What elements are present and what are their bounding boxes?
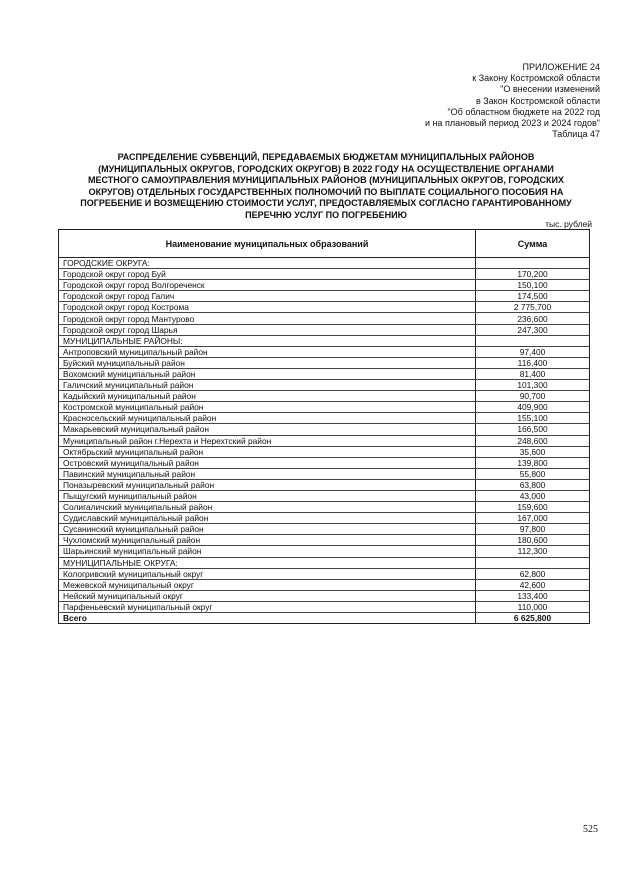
table-row (59, 468, 590, 479)
title-line: РАСПРЕДЕЛЕНИЕ СУБВЕНЦИЙ, ПЕРЕДАВАЕМЫХ БЮДЖЕТАМ МУНИЦИПАЛЬНЫХ РАЙОНОВ (117, 152, 535, 162)
row-sum: 35,600 (476, 446, 590, 457)
table-row (59, 335, 590, 346)
row-name: МУНИЦИПАЛЬНЫЕ РАЙОНЫ: (59, 335, 476, 346)
table-row (59, 535, 590, 546)
row-name: Павинский муниципальный район (59, 468, 476, 479)
table-number: Таблица 47 (552, 129, 600, 140)
row-sum: 97,800 (476, 524, 590, 535)
table-row (59, 402, 590, 413)
table-row (59, 524, 590, 535)
table-row (59, 324, 590, 335)
row-sum: 110,000 (476, 601, 590, 612)
row-sum: 155,100 (476, 413, 590, 424)
table-row (59, 546, 590, 557)
header-line: "О внесении изменений (500, 84, 600, 95)
column-header-name: Наименование муниципальных образований (59, 230, 476, 258)
row-sum: 180,600 (476, 535, 590, 546)
row-sum: 174,500 (476, 291, 590, 302)
table-row (59, 457, 590, 468)
title-line: МЕСТНОГО САМОУПРАВЛЕНИЯ МУНИЦИПАЛЬНЫХ РАЙОНОВ (МУНИЦИПАЛЬНЫХ ОКРУГОВ, ГОРОДСКИХ (88, 175, 564, 186)
table-row (59, 302, 590, 313)
table-row (59, 391, 590, 402)
row-name: Вохомский муниципальный район (59, 368, 476, 379)
table-row (59, 357, 590, 368)
table-row (59, 380, 590, 391)
table-row (59, 269, 590, 280)
row-sum (476, 335, 590, 346)
table-row (59, 579, 590, 590)
row-name: Сусанинский муниципальный район (59, 524, 476, 535)
row-sum: 101,300 (476, 380, 590, 391)
row-name: Шарьинский муниципальный район (59, 546, 476, 557)
row-sum: 81,400 (476, 368, 590, 379)
row-name: Галичский муниципальный район (59, 380, 476, 391)
title-line: ПЕРЕЧНЮ УСЛУГ ПО ПОГРЕБЕНИЮ (245, 209, 407, 220)
row-name: Кадыйский муниципальный район (59, 391, 476, 402)
row-sum: 43,000 (476, 490, 590, 501)
subsidy-table (58, 229, 590, 624)
appendix-header (340, 62, 600, 140)
row-sum: 55,800 (476, 468, 590, 479)
table-row (59, 313, 590, 324)
row-name: Межевской муниципальный округ (59, 579, 476, 590)
document-title (64, 152, 588, 222)
table-row (59, 346, 590, 357)
total-sum: 6 625,800 (476, 613, 590, 624)
page-number: 525 (583, 824, 598, 835)
units-label: тыс. рублей (545, 219, 592, 229)
header-line: и на плановый период 2023 и 2024 годов" (424, 118, 600, 129)
table-row (59, 368, 590, 379)
row-sum: 133,400 (476, 590, 590, 601)
table-row (59, 258, 590, 269)
row-sum: 42,600 (476, 579, 590, 590)
row-sum: 63,800 (476, 479, 590, 490)
row-sum: 97,400 (476, 346, 590, 357)
table-row (59, 568, 590, 579)
table-row (59, 479, 590, 490)
table-row (59, 435, 590, 446)
row-name: Нейский муниципальный округ (59, 590, 476, 601)
table-row (59, 513, 590, 524)
total-label: Всего (59, 613, 476, 624)
row-name: Городской округ город Шарья (59, 324, 476, 335)
row-name: Городской округ город Буй (59, 269, 476, 280)
row-name: Чухломский муниципальный район (59, 535, 476, 546)
header-line: "Об областном бюджете на 2022 год (447, 106, 600, 117)
header-line: в Закон Костромской области (475, 95, 600, 106)
row-sum: 248,600 (476, 435, 590, 446)
row-name: Парфеньевский муниципальный округ (59, 601, 476, 612)
row-name: Макарьевский муниципальный район (59, 424, 476, 435)
total-row (59, 613, 590, 624)
title-line: ПОГРЕБЕНИЕ И ВОЗМЕЩЕНИЮ СТОИМОСТИ УСЛУГ, ПРЕДОСТАВЛЯЕМЫХ СОГЛАСНО ГАРАНТИРОВАННОМУ (80, 198, 572, 209)
row-sum: 150,100 (476, 280, 590, 291)
row-name: Костромской муниципальный район (59, 402, 476, 413)
row-name: Октябрьский муниципальный район (59, 446, 476, 457)
row-name: Муниципальный район г.Нерехта и Нерехтский район (59, 435, 476, 446)
row-sum: 159,600 (476, 502, 590, 513)
table-row (59, 424, 590, 435)
table-row (59, 590, 590, 601)
row-name: МУНИЦИПАЛЬНЫЕ ОКРУГА: (59, 557, 476, 568)
row-sum: 139,800 (476, 457, 590, 468)
row-name: Красносельский муниципальный район (59, 413, 476, 424)
row-sum: 166,500 (476, 424, 590, 435)
row-name: Городской округ город Мантурово (59, 313, 476, 324)
row-name: Солигаличский муниципальный район (59, 502, 476, 513)
row-sum: 2 775,700 (476, 302, 590, 313)
row-name: Островский муниципальный район (59, 457, 476, 468)
table-body (59, 258, 590, 624)
column-header-sum: Сумма (476, 230, 590, 258)
row-name: ГОРОДСКИЕ ОКРУГА: (59, 258, 476, 269)
title-line: (МУНИЦИПАЛЬНЫХ ОКРУГОВ, ГОРОДСКИХ ОКРУГОВ) В 2022 ГОДУ НА ОСУЩЕСТВЛЕНИЕ ОРГАНАМИ (98, 163, 554, 174)
table-row (59, 446, 590, 457)
row-name: Городской округ город Галич (59, 291, 476, 302)
row-name: Городской округ город Кострома (59, 302, 476, 313)
row-sum: 409,900 (476, 402, 590, 413)
table-row (59, 413, 590, 424)
row-sum (476, 258, 590, 269)
row-sum: 90,700 (476, 391, 590, 402)
table-row (59, 280, 590, 291)
row-sum: 62,800 (476, 568, 590, 579)
table-row (59, 502, 590, 513)
table-row (59, 291, 590, 302)
row-name: Судиславский муниципальный район (59, 513, 476, 524)
row-name: Пыщугский муниципальный район (59, 490, 476, 501)
row-sum: 236,600 (476, 313, 590, 324)
table-header-row (59, 230, 590, 258)
row-sum: 167,000 (476, 513, 590, 524)
header-line: к Закону Костромской области (472, 73, 600, 84)
row-sum: 116,400 (476, 357, 590, 368)
row-name: Городской округ город Волгореченск (59, 280, 476, 291)
row-name: Антроповский муниципальный район (59, 346, 476, 357)
table-row (59, 601, 590, 612)
row-sum: 112,300 (476, 546, 590, 557)
row-name: Поназыревский муниципальный район (59, 479, 476, 490)
row-name: Кологривский муниципальный округ (59, 568, 476, 579)
title-line: ОКРУГОВ) ОТДЕЛЬНЫХ ГОСУДАРСТВЕННЫХ ПОЛНОМОЧИЙ ПО ВЫПЛАТЕ СОЦИАЛЬНОГО ПОСОБИЯ НА (88, 186, 564, 197)
row-sum: 247,300 (476, 324, 590, 335)
row-name: Буйский муниципальный район (59, 357, 476, 368)
header-line: ПРИЛОЖЕНИЕ 24 (522, 62, 600, 72)
table-row (59, 490, 590, 501)
row-sum (476, 557, 590, 568)
table-row (59, 557, 590, 568)
row-sum: 170,200 (476, 269, 590, 280)
